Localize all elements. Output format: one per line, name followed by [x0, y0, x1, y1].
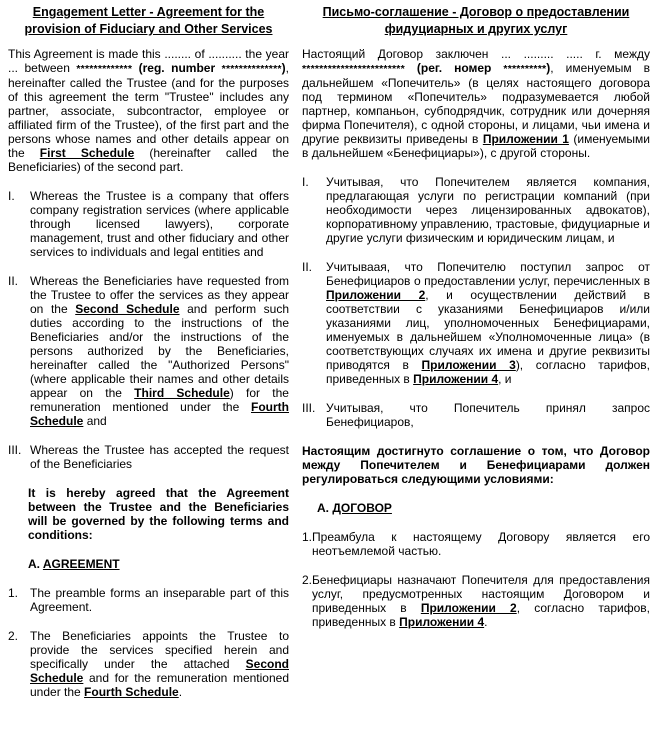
item-number: 2.	[302, 573, 313, 587]
whereas-item-1-en	[8, 189, 289, 259]
item-number: 1.	[8, 586, 19, 600]
item-text: The preamble forms an inseparable part of this Agreement.	[30, 586, 289, 614]
hereby-clause-en: It is hereby agreed that the Agreement between the Trustee and the Beneficiaries will be governed by the following terms and conditions:	[28, 486, 289, 542]
whereas-item-3-ru	[302, 401, 650, 429]
whereas-item-2-ru	[302, 260, 650, 386]
whereas-numeral: III.	[8, 443, 22, 457]
whereas-text: Учитываая, что Попечителю поступил запрос от Бенефициаров о предоставлении услуг, перечисленных в Приложении 2, и осуществлении действий в соответствии с указаниями Бенефициаров и/или указаниями лиц, уполномоченных Бенефициарами, именуемых в дальнейшем «Уполномоченные лица» (в соответствующих случаях их имена и другие реквизиты приводятся в Приложении 3), согласно тарифов, приведенных в Приложении 4, и	[326, 260, 650, 386]
section-letter: А.	[317, 501, 333, 515]
numbered-item-1-en	[8, 586, 289, 614]
item-text: Преамбула к настоящему Договору является его неотъемлемой частью.	[312, 530, 650, 558]
whereas-text: Whereas the Trustee has accepted the request of the Beneficiaries	[30, 443, 289, 471]
section-heading-ru	[317, 501, 650, 515]
item-number: 1.	[302, 530, 313, 544]
whereas-numeral: I.	[8, 189, 15, 203]
whereas-text: Учитывая, что Попечитель принял запрос Бенефициаров,	[326, 401, 650, 429]
whereas-numeral: II.	[302, 260, 313, 274]
whereas-numeral: II.	[8, 274, 19, 288]
intro-paragraph-ru: Настоящий Договор заключен ... ......... ..... г. между ************************ (рег. номер **********), именуемым в дальнейшем «Попечитель» (в целях настоящего договора под термином «Попечитель» подразумевается любой партнер, компаньон, субподрядчик, сотрудник или дочерняя фирма Попечителя), с одной стороны, и лицами, чьи имена и другие реквизиты приведены в Приложении 1 (именуемыми в дальнейшем «Бенефициары»), с другой стороны.	[302, 47, 650, 160]
section-title: AGREEMENT	[42, 557, 120, 571]
item-text: Бенефициары назначают Попечителя для предоставления услуг, предусмотренных настоящим Договором и приведенных в Приложении 2, согласно тарифов, приведенных в Приложении 4.	[312, 573, 650, 629]
numbered-item-1-ru	[302, 530, 650, 558]
whereas-text: Whereas the Trustee is a company that offers company registration services (where applicable through licensed lawyers), corporate management, trust and other fiduciary and other services to individuals and legal entities and	[30, 189, 289, 259]
item-text: The Beneficiaries appoints the Trustee to provide the services specified herein and specifically under the attached Second Schedule and for the remuneration mentioned under the Fourth Schedule.	[30, 629, 289, 699]
section-letter: A.	[28, 557, 43, 571]
whereas-numeral: III.	[302, 401, 316, 415]
intro-paragraph-en: This Agreement is made this ........ of .......... the year ... between ************* (reg. number **************), hereinafter called the Trustee (and for the purposes of this agreement the term "Trustee" includes any partner, associate, subcontractor, employee or affiliated firm of the Trustee), of the first part and the persons whose names and other details appear on the First Schedule (hereinafter called the Beneficiaries) of the second part.	[8, 47, 290, 174]
numbered-item-2-ru	[302, 573, 650, 629]
item-number: 2.	[8, 629, 19, 643]
whereas-text: Учитывая, что Попечителем является компания, предлагающая услуги по регистрации компаний (при необходимости через лицензированных адвокатов), корпоративному управлению, трастовые, фидуциарные и другие услуги физическим и юридическим лицам, и	[326, 175, 650, 245]
whereas-item-1-ru	[302, 175, 650, 245]
hereby-clause-ru: Настоящим достигнуто соглашение о том, что Договор между Попечителем и Бенефициарами должен регулироваться следующими условиями:	[302, 444, 650, 486]
english-column	[8, 4, 289, 714]
whereas-text: Whereas the Beneficiaries have requested from the Trustee to offer the services as they appear on the Second Schedule and perform such duties according to the instructions of the Beneficiaries and/or the instructions of the persons authorized by the Beneficiaries, hereinafter called the "Authorized Persons" (where applicable their names and other details appear on the Third Schedule) for the remuneration mentioned under the Fourth Schedule and	[30, 274, 290, 428]
document-title-ru: Письмо-соглашение - Договор о предоставлении фидуциарных и других услуг	[322, 5, 630, 36]
russian-column	[302, 4, 650, 714]
document-title-en: Engagement Letter - Agreement for the provision of Fiduciary and Other Services	[24, 5, 273, 36]
whereas-numeral: I.	[302, 175, 309, 189]
numbered-item-2-en	[8, 629, 289, 699]
section-heading-en	[28, 557, 289, 571]
whereas-item-3-en	[8, 443, 289, 471]
whereas-item-2-en	[8, 274, 289, 428]
section-title: ДОГОВОР	[332, 501, 392, 515]
